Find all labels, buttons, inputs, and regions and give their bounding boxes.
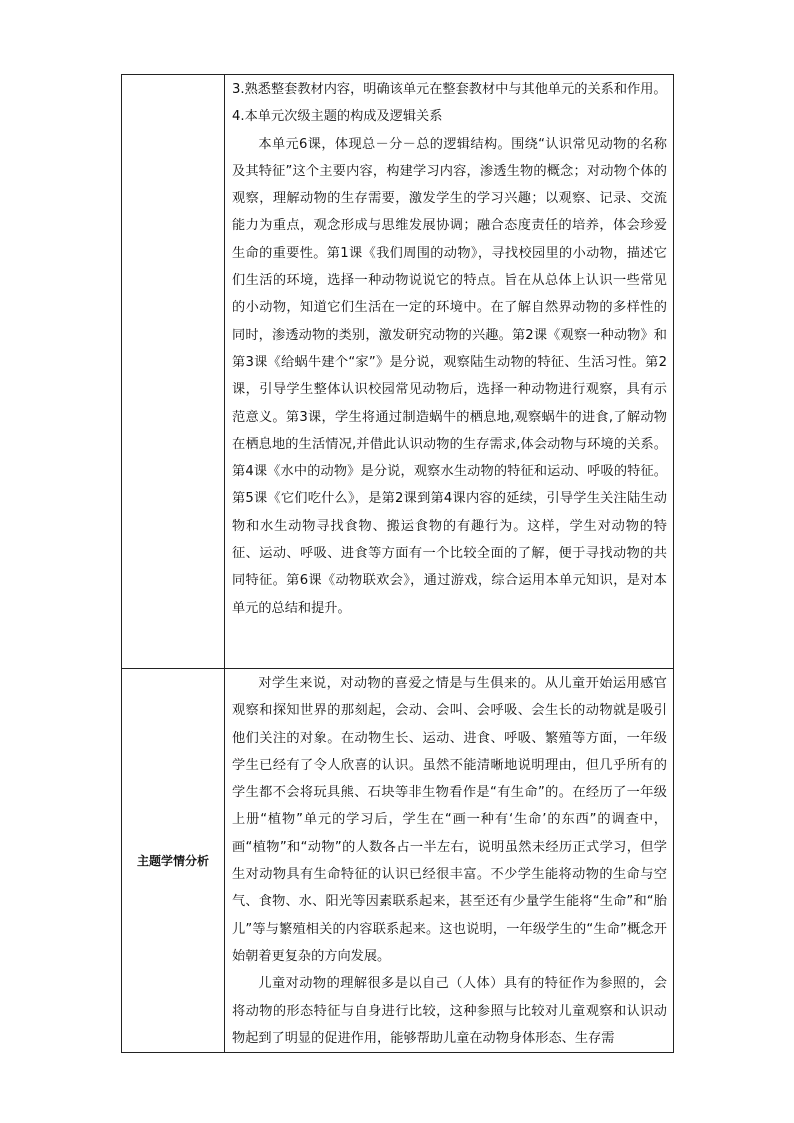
paragraph: 儿童对动物的理解很多是以自己（人体）具有的特征作为参照的，会将动物的形态特征与自身进行比较，这种参照与比较对儿童观察和认识动物起到了明显的促进作用，能够帮助儿童在动物身体形态、生存需 bbox=[232, 976, 667, 1046]
paragraph: 本单元6课，体现总－分－总的逻辑结构。围绕“认识常见动物的名称及其特征”这个主要内容，构建学习内容，渗透生物的概念；对动物个体的观察，理解动物的生存需要，激发学生的学习兴趣；以观察、记录、交流能力为重点，观念形成与思维发展协调；融合态度责任的培养，体会珍爱生命的重要性。第1课《我们周围的动物》，寻找校园里的小动物，描述它们生活的环境，选择一种动物说说它的特点。旨在从总体上认识一些常见的小动物，知道它们生活在一定的环境中。在了解自然界动物的多样性的同时，渗透动物的类别，激发研究动物的兴趣。第2课《观察一种动物》和第3课《给蜗牛建个“家”》是分说，观察陆生动物的特征、生活习性。第2课，引导学生整体认识校园常见动物后，选择一种动物进行观察，具有示范意义。第3课，学生将通过制造蜗牛的栖息地,观察蜗牛的进食,了解动物在栖息地的生活情况,并借此认识动物的生存需求,体会动物与环境的关系。第4课《水中的动物》是分说，观察水生动物的特征和运动、呼吸的特征。第5课《它们吃什么》，是第2课到第4课内容的延续，引导学生关注陆生动物和水生动物寻找食物、搬运食物的有趣行为。这样，学生对动物的特征、运动、呼吸、进食等方面有一个比较全面的了解，便于寻找动物的共同特征。第6课《动物联欢会》，通过游戏，综合运用本单元知识，是对本单元的总结和提升。 bbox=[232, 136, 667, 616]
unit-plan-table bbox=[121, 74, 674, 1053]
paragraph: 对学生来说，对动物的喜爱之情是与生俱来的。从儿童开始运用感官观察和探知世界的那刻起，会动、会叫、会呼吸、会生长的动物就是吸引他们关注的对象。在动物生长、运动、进食、呼吸、繁殖等方面，一年级学生已经有了令人欣喜的认识。虽然不能清晰地说明理由，但几乎所有的学生都不会将玩具熊、石块等非生物看作是“有生命”的。在经历了一年级上册“植物”单元的学习后，学生在“画一种有‘生命’的东西”的调查中，画“植物”和“动物”的人数各占一半左右，说明虽然未经历正式学习，但学生对动物具有生命特征的认识已经很丰富。不少学生能将动物的生命与空气、食物、水、阳光等因素联系起来，甚至还有少量学生能将“生命”和“胎儿”等与繁殖相关的内容联系起来。这也说明，一年级学生的“生命”概念开始朝着更复杂的方向发展。 bbox=[232, 676, 667, 964]
paragraph: 3.熟悉整套教材内容，明确该单元在整套教材中与其他单元的关系和作用。 bbox=[232, 82, 667, 97]
row-content bbox=[225, 669, 674, 1053]
row-label bbox=[122, 75, 225, 669]
table-row bbox=[122, 75, 674, 669]
row-content bbox=[225, 75, 674, 669]
table-row bbox=[122, 669, 674, 1053]
row-label: 主题学情分析 bbox=[122, 669, 225, 1053]
paragraph: 4.本单元次级主题的构成及逻辑关系 bbox=[232, 109, 443, 125]
